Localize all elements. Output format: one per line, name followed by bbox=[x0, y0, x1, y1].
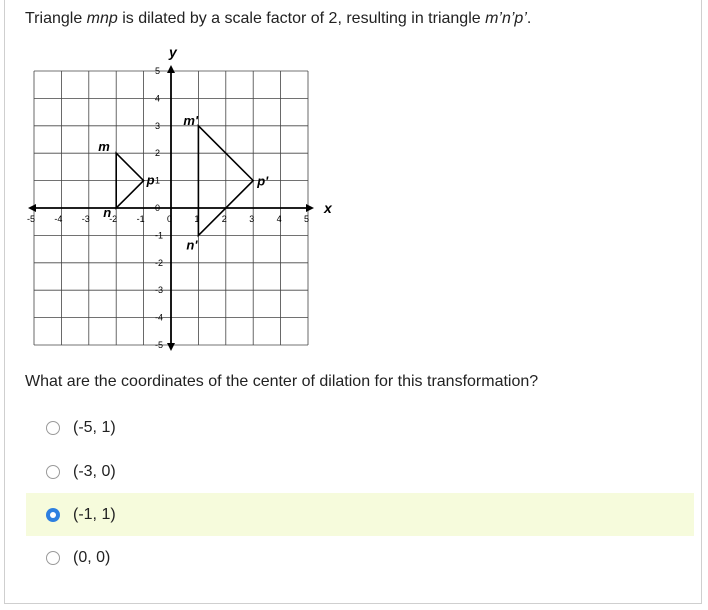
y-axis-arrow-down bbox=[167, 343, 175, 351]
radio-button[interactable] bbox=[46, 421, 60, 435]
x-tick-label: 1 bbox=[194, 214, 200, 224]
y-tick-label: 0 bbox=[155, 203, 161, 213]
radio-button[interactable] bbox=[46, 465, 60, 479]
choice-option-2[interactable] bbox=[26, 450, 694, 493]
x-axis-label: x bbox=[324, 200, 332, 216]
vertex-label: m bbox=[98, 139, 110, 155]
choice-label: (-3, 0) bbox=[73, 462, 116, 480]
prompt-suffix: . bbox=[526, 10, 532, 27]
x-tick-label: 4 bbox=[276, 214, 282, 224]
prompt-middle: is dilated by a scale factor of 2, resulting in triangle bbox=[117, 10, 486, 27]
radio-button[interactable] bbox=[46, 551, 60, 565]
x-tick-label: 5 bbox=[304, 214, 310, 224]
question-prompt bbox=[25, 10, 531, 28]
coordinate-graph bbox=[27, 44, 332, 350]
y-axis-label: y bbox=[169, 44, 177, 60]
y-tick-label: 5 bbox=[155, 66, 161, 76]
x-tick-label: -5 bbox=[27, 214, 36, 224]
y-tick-label: 1 bbox=[155, 175, 161, 186]
choice-option-1[interactable] bbox=[26, 406, 694, 449]
y-tick-label: 3 bbox=[155, 120, 161, 131]
y-tick-label: 2 bbox=[155, 148, 161, 159]
x-axis-arrow-left bbox=[28, 204, 36, 212]
y-tick-label: 4 bbox=[155, 93, 161, 104]
y-tick-label: -4 bbox=[155, 312, 164, 323]
x-tick-label: -1 bbox=[136, 214, 145, 224]
choice-option-4[interactable] bbox=[26, 536, 694, 579]
question-text: What are the coordinates of the center of dilation for this transformation? bbox=[25, 373, 539, 390]
axes bbox=[28, 44, 333, 351]
y-tick-label: -3 bbox=[155, 285, 164, 296]
vertex-label: n' bbox=[186, 237, 198, 253]
original-triangle-name: mnp bbox=[86, 10, 118, 27]
choice-label: (-5, 1) bbox=[73, 418, 116, 436]
choice-option-3[interactable] bbox=[26, 493, 694, 536]
vertex-label: p' bbox=[257, 173, 269, 189]
x-tick-label: 0 bbox=[167, 214, 173, 224]
vertex-label: m' bbox=[183, 112, 199, 128]
y-tick-label: -1 bbox=[155, 230, 164, 241]
vertex-label: p bbox=[146, 172, 155, 188]
triangles bbox=[98, 113, 269, 253]
x-axis-arrow-right bbox=[306, 204, 314, 212]
choice-label: (-1, 1) bbox=[73, 505, 116, 523]
y-tick-label: -5 bbox=[155, 340, 164, 350]
y-axis-arrow-up bbox=[167, 65, 175, 73]
radio-button-selected[interactable] bbox=[46, 508, 60, 522]
x-tick-label: -2 bbox=[109, 214, 118, 224]
y-tick-label: -2 bbox=[155, 257, 164, 268]
prompt-prefix: Triangle bbox=[25, 10, 87, 27]
vertex-label: n bbox=[103, 205, 112, 220]
x-tick-label: -4 bbox=[54, 214, 63, 224]
x-tick-label: 3 bbox=[249, 214, 255, 224]
x-tick-label: -3 bbox=[81, 214, 90, 224]
x-tick-label: 2 bbox=[221, 214, 227, 224]
choice-label: (0, 0) bbox=[73, 548, 111, 566]
image-triangle-name: m’n’p’ bbox=[485, 10, 527, 27]
question-card bbox=[4, 0, 702, 604]
